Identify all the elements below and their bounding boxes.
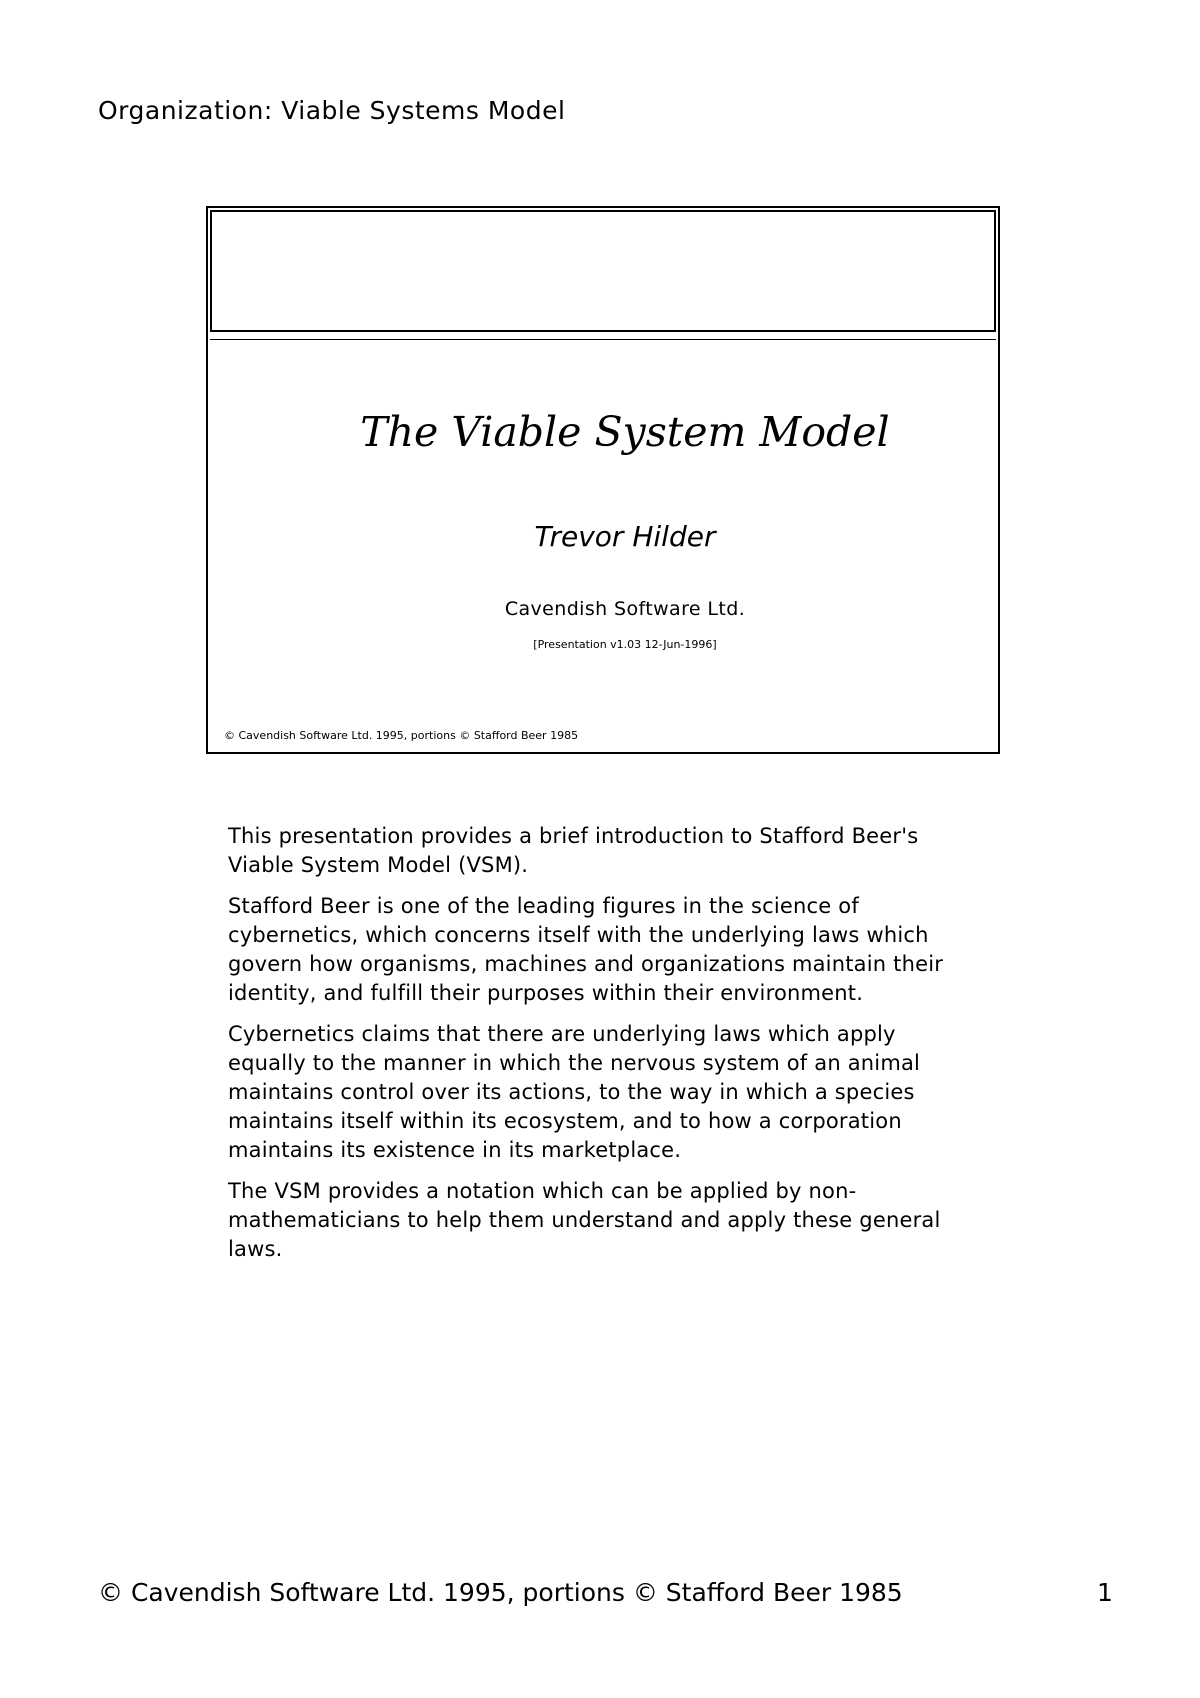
page-number: 1	[1097, 1578, 1113, 1607]
title-slide	[206, 206, 1000, 754]
slide-title: The Viable System Model	[360, 408, 890, 456]
slide-header-box	[210, 210, 996, 332]
slide-copyright: © Cavendish Software Ltd. 1995, portions © Stafford Beer 1985	[224, 729, 579, 742]
slide-version: [Presentation v1.03 12-Jun-1996]	[533, 638, 717, 651]
page-header-title: Organization: Viable Systems Model	[98, 96, 566, 125]
paragraph: Stafford Beer is one of the leading figures in the science of cybernetics, which concerns itself with the underlying laws which govern how organisms, machines and organizations maintain their identity, and fulfill their purposes within their environment.	[228, 894, 944, 1005]
paragraph: This presentation provides a brief introduction to Stafford Beer's Viable System Model (VSM).	[228, 824, 919, 877]
body-text	[228, 822, 968, 1276]
paragraph: The VSM provides a notation which can be applied by non-mathematicians to help them understand and apply these general laws.	[228, 1179, 941, 1261]
slide-author: Trevor Hilder	[534, 520, 716, 553]
paragraph: Cybernetics claims that there are underlying laws which apply equally to the manner in which the nervous system of an animal maintains control over its actions, to the way in which a species maintains itself within its ecosystem, and to how a corporation maintains its existence in its marketplace.	[228, 1022, 921, 1162]
slide-divider	[210, 339, 996, 340]
slide-company: Cavendish Software Ltd.	[504, 598, 746, 620]
page-footer-copyright: © Cavendish Software Ltd. 1995, portions © Stafford Beer 1985	[98, 1578, 903, 1607]
